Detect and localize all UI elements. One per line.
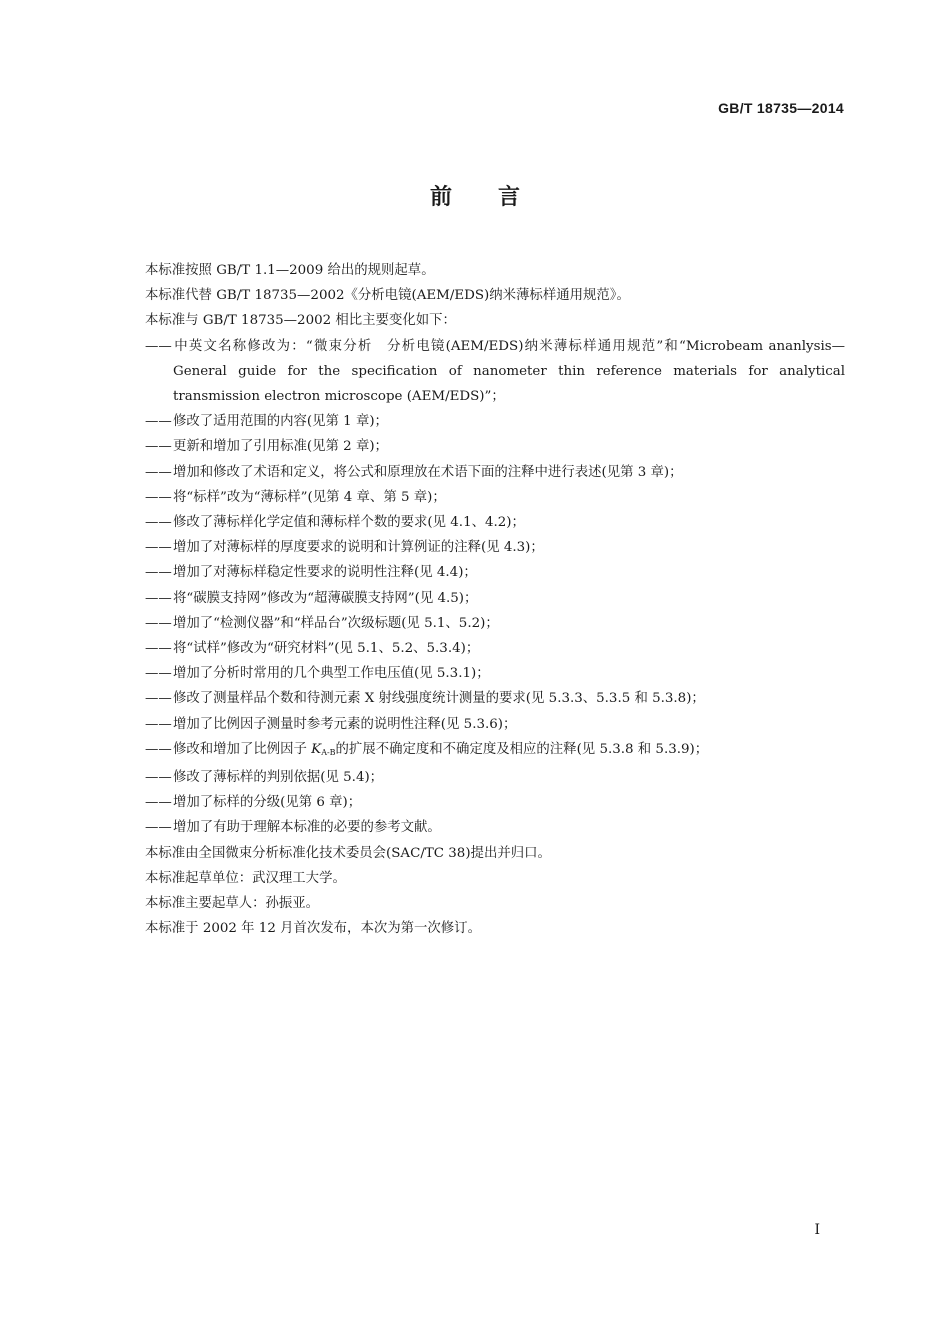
change-item [145,586,845,611]
dash-marker: —— [145,820,172,836]
change-item-text: 增加和修改了术语和定义，将公式和原理放在术语下面的注释中进行表述(见第 3 章)； [173,464,683,480]
change-item-text: 增加了分析时常用的几个典型工作电压值(见 5.3.1)； [173,666,490,682]
intro-paragraph-drafting: 本标准按照 GB/T 1.1—2009 给出的规则起草。 [145,263,435,278]
dash-marker: —— [145,615,172,631]
dash-marker: —— [145,439,172,455]
change-item [145,485,845,510]
change-item [145,636,845,661]
change-item [145,686,845,711]
change-item [145,790,845,815]
change-item-text: 修改了测量样品个数和待测元素 X 射线强度统计测量的要求(见 5.3.3、5.3.5 和 5.3.8)； [173,691,705,707]
closing-paragraph-committee: 本标准由全国微束分析标准化技术委员会(SAC/TC 38)提出并归口。 [145,845,551,861]
dash-marker: —— [145,464,172,480]
dash-marker: —— [145,515,172,531]
change-item [145,611,845,636]
dash-marker: —— [145,716,172,732]
change-item [145,765,845,790]
change-item-text: 增加了有助于理解本标准的必要的参考文献。 [173,820,441,836]
dash-marker: —— [145,414,172,430]
change-item-text: 增加了比例因子测量时参考元素的说明性注释(见 5.3.6)； [173,716,517,732]
change-item [145,510,845,535]
change-item [145,434,845,459]
closing-paragraph-drafter: 本标准主要起草人：孙振亚。 [145,896,320,912]
dash-marker: —— [145,540,172,556]
page-number: I [814,1222,820,1238]
change-item [145,712,845,737]
k-factor-subscript: A-B [321,747,336,757]
dash-marker: —— [145,770,172,786]
dash-marker: —— [145,691,172,707]
change-item-text: 修改了薄标样化学定值和薄标样个数的要求(见 4.1、4.2)； [173,515,525,531]
change-item [145,560,845,585]
change-item-text: 增加了“检测仪器”和“样品台”次级标题(见 5.1、5.2)； [173,615,499,631]
change-item-text: 更新和增加了引用标准(见第 2 章)； [173,439,388,455]
dash-marker: —— [145,565,172,581]
change-item [145,535,845,560]
change-item-text: 将“碳膜支持网”修改为“超薄碳膜支持网”(见 4.5)； [173,590,478,606]
foreword-content [145,258,845,941]
dash-marker: —— [145,338,172,354]
dash-marker: —— [145,741,172,757]
change-item [145,334,845,410]
change-item-text: 将“标样”改为“薄标样”(见第 4 章、第 5 章)； [173,489,446,505]
change-item-text: 将“试样”修改为“研究材料”(见 5.1、5.2、5.3.4)； [173,641,480,657]
change-item-text: 修改了薄标样的判别依据(见 5.4)； [173,770,384,786]
dash-marker: —— [145,641,172,657]
change-item-text: 修改了适用范围的内容(见第 1 章)； [173,414,388,430]
k-factor-symbol: K [311,741,322,757]
intro-paragraph-changes: 本标准与 GB/T 18735—2002 相比主要变化如下： [145,313,456,329]
k-factor-text-before: 修改和增加了比例因子 [173,741,312,757]
dash-marker: —— [145,489,172,505]
change-item [145,661,845,686]
dash-marker: —— [145,590,172,606]
change-item-text: 中英文名称修改为：“微束分析 分析电镜(AEM/EDS)纳米薄标样通用规范”和“Microbeam ananlysis—General guide for the specification of nanometer thin reference materials for analytical transmission electron microscope (AEM/EDS)”； [173,338,845,405]
change-item-text [173,742,708,757]
change-item [145,460,845,485]
k-factor-text-after: 的扩展不确定度和不确定度及相应的注释(见 5.3.8 和 5.3.9)； [335,741,709,757]
standard-code-header: GB/T 18735—2014 [718,100,844,116]
intro-paragraph-replaces: 本标准代替 GB/T 18735—2002《分析电镜(AEM/EDS)纳米薄标样通用规范》。 [145,288,630,304]
closing-paragraph-history: 本标准于 2002 年 12 月首次发布，本次为第一次修订。 [145,921,481,937]
change-item-text: 增加了标样的分级(见第 6 章)； [173,795,362,811]
change-item-k-factor [145,737,845,765]
dash-marker: —— [145,795,172,811]
change-item-text: 增加了对薄标样的厚度要求的说明和计算例证的注释(见 4.3)； [173,540,544,556]
change-item [145,409,845,434]
closing-paragraph-drafting-unit: 本标准起草单位：武汉理工大学。 [145,870,346,886]
change-item-text: 增加了对薄标样稳定性要求的说明性注释(见 4.4)； [173,565,477,581]
page-title: 前言 [429,185,566,210]
dash-marker: —— [145,666,172,682]
change-item [145,815,845,840]
